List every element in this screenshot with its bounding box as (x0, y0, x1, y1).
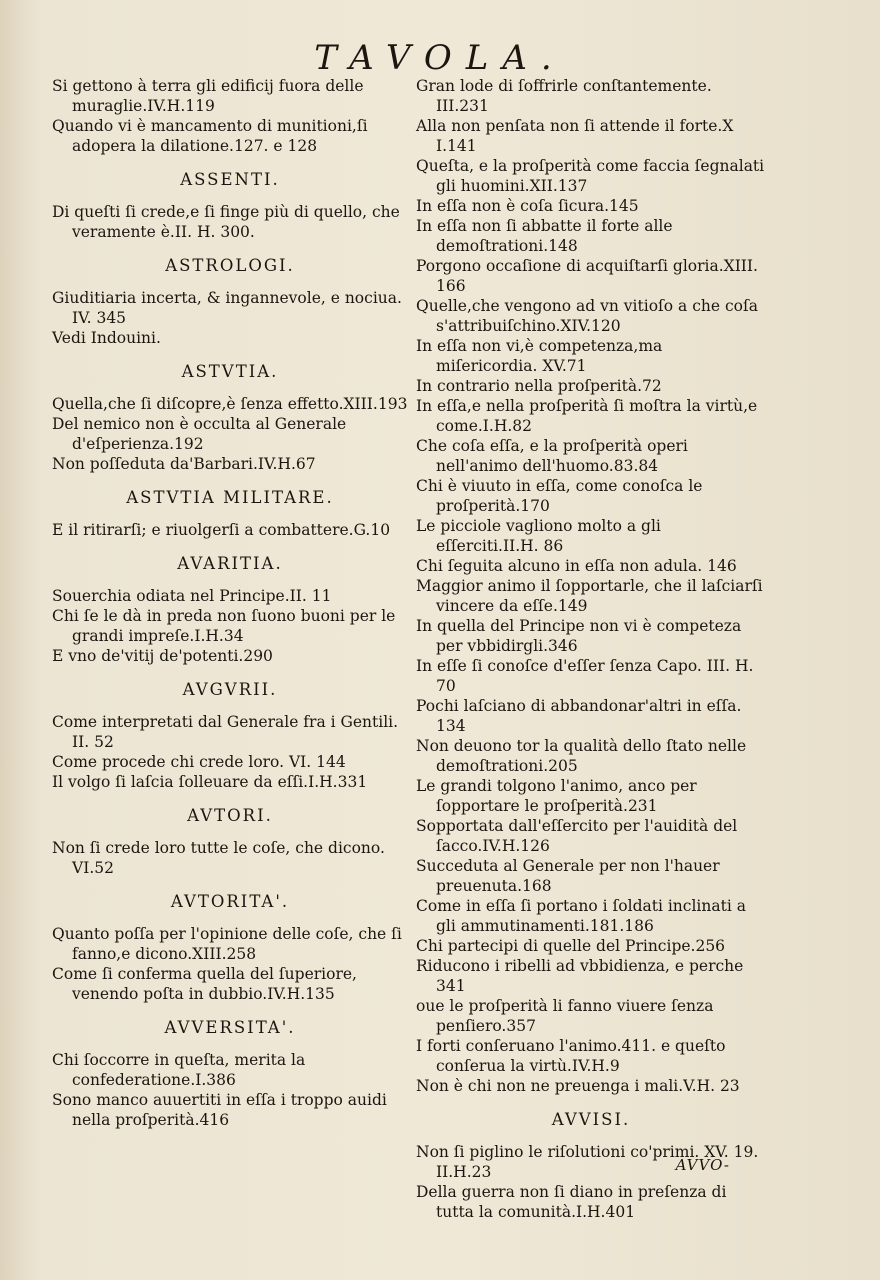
index-entry: Non poſſeduta da'Barbari.IV.H.67 (52, 455, 316, 473)
index-entry: Alla non penſata non ſi attende il forte.X I.141 (416, 117, 734, 155)
index-entry: In eſſa non ſi abbatte il forte alle demoſtrationi.148 (416, 217, 673, 255)
left-column (52, 76, 408, 1130)
index-entry: Sopportata dall'eſſercito per l'auidità del ſacco.IV.H.126 (416, 817, 738, 855)
right-continued-entries (416, 76, 766, 1096)
section-heading: AVTORI. (187, 806, 273, 825)
section-heading: AVVISI. (551, 1110, 631, 1129)
index-entry: oue le proſperità li fanno viuere ſenza penſiero.357 (416, 997, 714, 1035)
index-entry: Della guerra non ſi diano in preſenza di tutta la comunità.I.H.401 (416, 1183, 727, 1221)
index-entry: Di queſti ſi crede,e ſi finge più di quello, che veramente è.II. H. 300. (52, 203, 400, 241)
section-auversita (52, 1018, 408, 1130)
index-entry: In eſſa non è coſa ſicura.145 (416, 197, 639, 215)
section-avaritia (52, 554, 408, 666)
section-astutia-militare (52, 488, 408, 540)
index-entry: Quanto poſſa per l'opinione delle coſe, che ſi fanno,e dicono.XIII.258 (52, 925, 402, 963)
index-entry: Come procede chi crede loro. VI. 144 (52, 753, 346, 771)
index-entry: I forti conſeruano l'animo.411. e queſto conſerua la virtù.IV.H.9 (416, 1037, 726, 1075)
index-entry: Queſta, e la proſperità come faccia ſegnalati gli huomini.XII.137 (416, 157, 765, 195)
section-astutia (52, 362, 408, 474)
section-autori (52, 806, 408, 878)
index-entry: Succeduta al Generale per non l'hauer preuenuta.168 (416, 857, 720, 895)
index-entry: Sono manco auuertiti in eſſa i troppo auidi nella proſperità.416 (52, 1091, 387, 1129)
index-entry: Chi ſeguita alcuno in eſſa non adula. 146 (416, 557, 737, 575)
section-heading: AVARITIA. (177, 554, 283, 573)
page-header: TAVOLA. (314, 38, 566, 78)
index-entry: Come interpretati dal Generale fra i Gentili. II. 52 (52, 713, 399, 751)
section-heading: ASSENTI. (180, 170, 280, 189)
index-entry: Il volgo ſi laſcia ſolleuare da eſſi.I.H.331 (52, 773, 368, 791)
section-astrologi (52, 256, 408, 348)
index-entry: Porgono occaſione di acquiſtarſi gloria.XIII. 166 (416, 257, 758, 295)
index-entry: Vedi Indouini. (52, 329, 161, 347)
left-continued-entries (52, 76, 408, 156)
right-column (416, 76, 766, 1222)
index-entry: Che coſa eſſa, e la proſperità operi nell'animo dell'huomo.83.84 (416, 437, 688, 475)
section-heading: AVTORITA'. (170, 892, 290, 911)
index-entry: Non ſi crede loro tutte le coſe, che dicono. VI.52 (52, 839, 385, 877)
index-entry: Quelle,che vengono ad vn vitioſo a che coſa s'attribuiſchino.XIV.120 (416, 297, 758, 335)
index-entry: Come ſi conferma quella del ſuperiore, venendo poſta in dubbio.IV.H.135 (52, 965, 357, 1003)
section-heading: AVGVRII. (182, 680, 278, 699)
index-entry: Non deuono tor la qualità dello ſtato nelle demoſtrationi.205 (416, 737, 747, 775)
section-autorita (52, 892, 408, 1004)
index-entry: In eſſa non vi,è competenza,ma miſericordia. XV.71 (416, 337, 663, 375)
section-heading: AVVERSITA'. (164, 1018, 296, 1037)
index-entry: Pochi laſciano di abbandonar'altri in eſſa. 134 (416, 697, 742, 735)
index-entry: Le picciole vagliono molto a gli eſſerciti.II.H. 86 (416, 517, 661, 555)
index-entry: Chi partecipi di quelle del Principe.256 (416, 937, 726, 955)
index-entry: Si gettono à terra gli edificij fuora delle muraglie.IV.H.119 (52, 77, 364, 115)
index-entry: Riducono i ribelli ad vbbidienza, e perche 341 (416, 957, 744, 995)
index-entry: In contrario nella proſperità.72 (416, 377, 662, 395)
section-heading: ASTROLOGI. (165, 256, 295, 275)
index-entry: Maggior animo il ſopportarle, che il laſciarſi vincere da eſſe.149 (416, 577, 763, 615)
index-entry: Gran lode di ſoffrirle conſtantemente. III.231 (416, 77, 712, 115)
index-entry: Chi ſoccorre in queſta, merita la confederatione.I.386 (52, 1051, 306, 1089)
index-entry: E il ritirarſi; e riuolgerſi a combattere.G.10 (52, 521, 391, 539)
index-entry: Chi ſe le dà in preda non ſuono buoni per le grandi impreſe.I.H.34 (52, 607, 396, 645)
section-heading: ASTVTIA. (181, 362, 279, 381)
index-entry: Non ſi piglino le riſolutioni co'primi. XV. 19. II.H.23 (416, 1143, 759, 1181)
index-entry: Le grandi tolgono l'animo, anco per ſopportare le proſperità.231 (416, 777, 697, 815)
catchword: AVVO- (675, 1156, 730, 1174)
index-entry: Del nemico non è occulta al Generale d'eſperienza.192 (52, 415, 347, 453)
index-entry: E vno de'vitij de'potenti.290 (52, 647, 273, 665)
section-assenti (52, 170, 408, 242)
index-entry: Chi è viuuto in eſſa, come conoſca le proſperità.170 (416, 477, 703, 515)
index-entry: Souerchia odiata nel Principe.II. 11 (52, 587, 332, 605)
index-entry: Quando vi è mancamento di munitioni,ſi adopera la dilatione.127. e 128 (52, 117, 368, 155)
index-entry: In eſſa,e nella proſperità ſi moſtra la virtù,e come.I.H.82 (416, 397, 758, 435)
index-entry: In quella del Principe non vi è competeza per vbbidirgli.346 (416, 617, 742, 655)
index-entry: Giuditiaria incerta, & ingannevole, e nociua. IV. 345 (52, 289, 402, 327)
index-entry: Come in eſſa ſi portano i ſoldati inclinati a gli ammutinamenti.181.186 (416, 897, 746, 935)
index-entry: Non è chi non ne preuenga i mali.V.H. 23 (416, 1077, 740, 1095)
index-entry: Quella,che ſi diſcopre,è ſenza effetto.XIII.193 (52, 395, 408, 413)
section-augurii (52, 680, 408, 792)
index-entry: In eſſe ſi conoſce d'eſſer ſenza Capo. III. H. 70 (416, 657, 754, 695)
section-heading: ASTVTIA MILITARE. (126, 488, 334, 507)
